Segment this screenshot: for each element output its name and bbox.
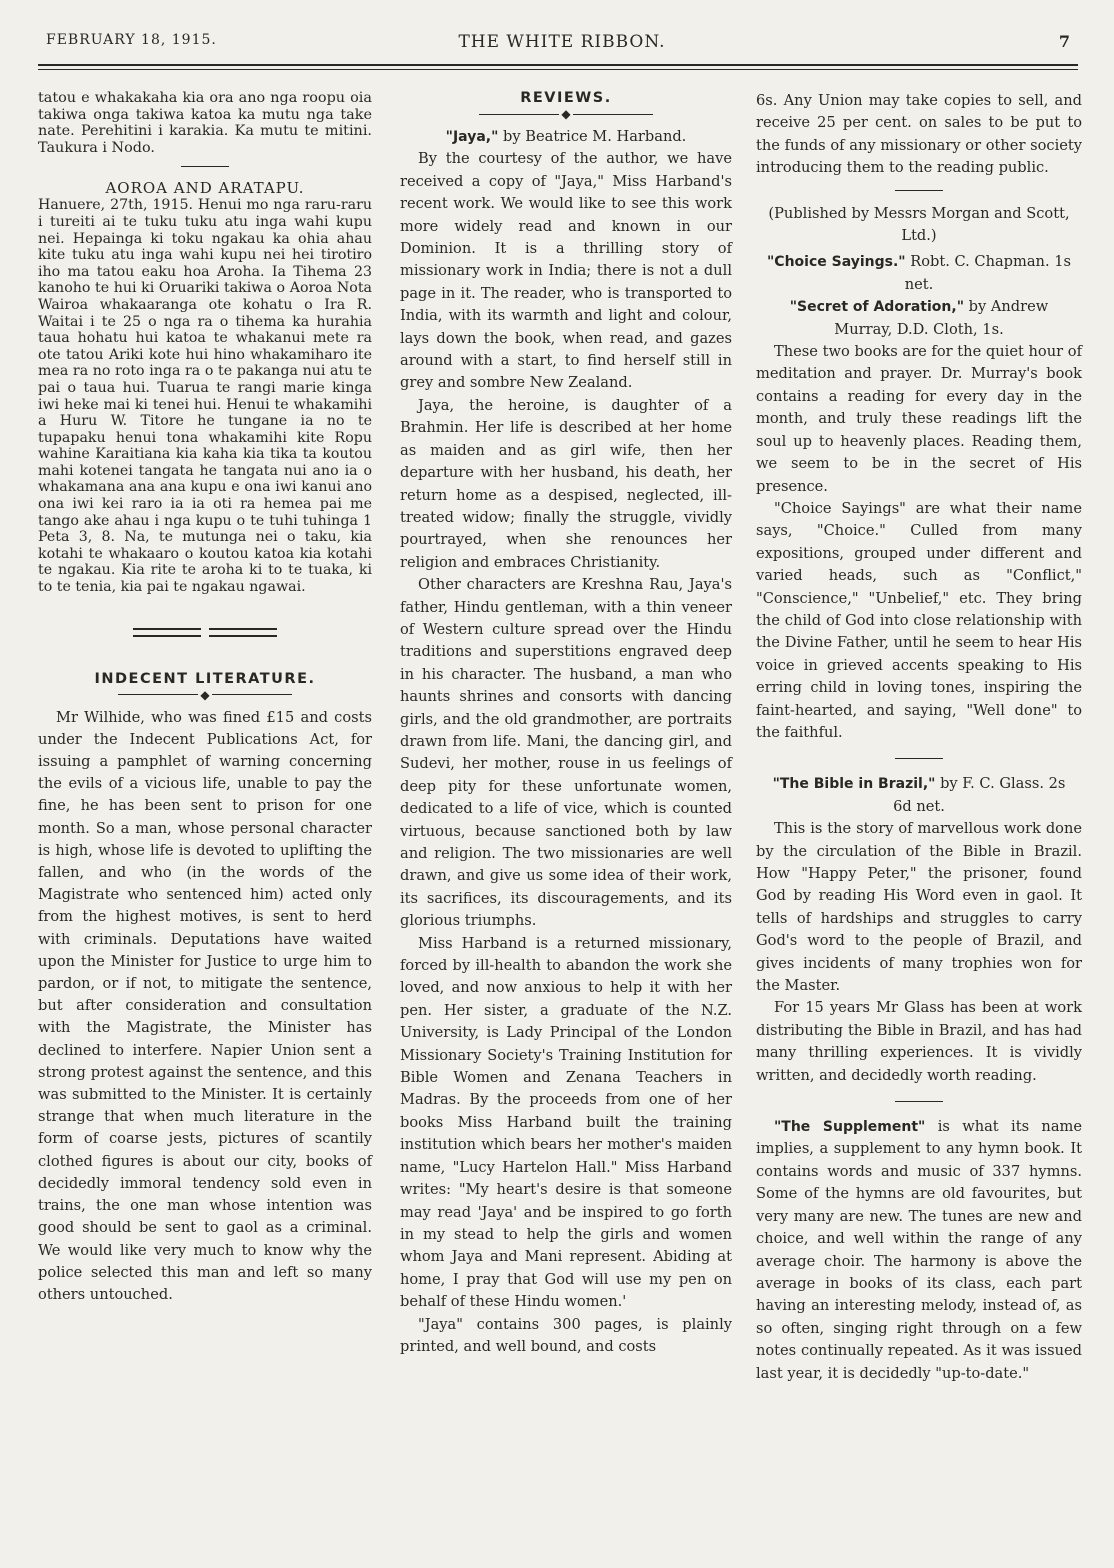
page-header bbox=[46, 32, 1078, 54]
header-rule bbox=[38, 64, 1078, 66]
supplement-review bbox=[756, 1116, 1082, 1385]
review-paragraph: These two books are for the quiet hour of meditation and prayer. Dr. Murray's book contains a reading for every day in the month, and truly these readings lift the soul up to heavenly places. Reading them, we seem to be in the secret of His presence. bbox=[756, 343, 1082, 495]
review-paragraph: Jaya, the heroine, is daughter of a Brahmin. Her life is described at her home as maiden and as girl wife, then her departure with her husband, his death, her return home as a despised, neglected, ill-treated widow; finally the struggle, vividly pourtrayed, when she renounces her religion and embraces Christianity. bbox=[400, 396, 732, 571]
publication-title: THE WHITE RIBBON. bbox=[458, 32, 666, 52]
short-divider bbox=[895, 758, 943, 759]
publisher-note: (Published by Messrs Morgan and Scott, Ltd.) bbox=[768, 204, 1070, 245]
review-paragraph: By the courtesy of the author, we have received a copy of "Jaya," Miss Harband's recent work. We would like to see this work more widely read and known in our Dominion. It is a thrilling story of missionary work in India; there is not a dull page in it. The reader, who is transported to India, with its warmth and light and colour, lays down the book, when read, and gazes around with a start, to find herself still in grey and sombre New Zealand. bbox=[400, 150, 732, 392]
short-divider bbox=[895, 1101, 943, 1102]
column-right bbox=[756, 90, 1082, 1385]
review-paragraph: This is the story of marvellous work done by the circulation of the Bible in Brazil. How "Happy Peter," the prisoner, found God by reading His Word even in gaol. It tells of hardships and struggles to carry God's word to the people of Brazil, and gives incidents of many trophies won for the Master. bbox=[756, 820, 1082, 995]
review-paragraph: For 15 years Mr Glass has been at work distributing the Bible in Brazil, and has had many thrilling experiences. It is vividly written, and decidedly worth reading. bbox=[756, 999, 1082, 1084]
book-byline: by F. C. Glass. 2s 6d net. bbox=[893, 775, 1066, 815]
review-paragraph: Miss Harband is a returned missionary, forced by ill-health to abandon the work she loved, and now anxious to help it with her pen. Her sister, a graduate of the N.Z. University, is Lady Principal of the London Missionary Society's Training Institution for Bible Women and Zenana Teachers in Madras. By the proceeds from one of her books Miss Harband built the training institution which bears her mother's maiden name, "Lucy Hartelon Hall." Miss Harband writes: "My heart's desire is that someone may read 'Jaya' and be inspired to go forth in my stead to help the girls and women whom Jaya and Mani represent. Abiding at home, I pray that God will use my pen on behalf of these Hindu women.' bbox=[400, 934, 732, 1311]
maori-intro-text: tatou e whakakaha kia ora ano nga roopu oia takiwa onga takiwa katoa ka mutu nga take nate. Perehitini i karakia. Ka mutu te mitini. Taukura i Nodo. bbox=[38, 90, 372, 156]
review-paragraph: 6s. Any Union may take copies to sell, and receive 25 per cent. on sales to be put to the funds of any missionary or other society introducing them to the reading public. bbox=[756, 92, 1082, 177]
heading-ornament: ◆ bbox=[38, 689, 372, 701]
aroha-text: Hanuere, 27th, 1915. Henui mo nga raru-raru i tureiti ai te tuku tuku atu inga wahi kupu nei. Hepainga ki toku ngakau ka ohia ahau kite tuku atu inga wahi kupu nei hei tirotiro iho ma tatou eaku hoa Aroha. Ia Tihema 23 kanoho te hui ki Oruariki takiwa o Aoroa Nota Wairoa whakaaranga ote kohatu o Ira R. Waitai i te 25 o nga ra o tihema ka hurahia taua hohatu hui katoa te whakanui mete ra ote tatou Ariki kote hui hino whakamiharo ite mea ra no roto inga ra o te pakanga nui atu te pai o taua hui. Tuarua te rangi marie kinga iwi heke mai ki tenei hui. Henui te whakamihi a Huru W. Titore he tungane ia no te tupapaku henui tona whakamihi kite Ropu wahine Karaitiana kia kaha kia tika ta koutou mahi kotenei tangata he tangata nui ano ia o whakamana ana ana kupu e ona iwi kanui ano ona iwi kei raro ia ia oti ra hemea pai me tango ake ahau i nga kupu o te tuhi tuhinga 1 Peta 3, 8. Na, te mutunga nei o taku, kia kotahi te whakaaro o koutou katoa kia kotahi te ngakau. Kia rite te aroha ki to te tuaka, ki to te tenia, kia pai te ngakau ngawai. bbox=[38, 197, 372, 596]
double-rule-divider bbox=[38, 622, 372, 641]
secret-adoration-title bbox=[756, 296, 1082, 341]
bible-brazil-title bbox=[756, 773, 1082, 818]
jaya-review-title bbox=[400, 126, 732, 148]
book-title-supplement: "The Supplement" bbox=[774, 1119, 926, 1136]
review-paragraph: Other characters are Kreshna Rau, Jaya's father, Hindu gentleman, with a thin veneer of Western culture spread over the Hindu traditions and superstitions engraved deep in his character. The husband, a man who haunts shrines and consorts with dancing girls, and the old grandmother, are portraits drawn from life. Mani, the dancing girl, and Sudevi, her mother, rouse in us feelings of deep pity for these unfortunate women, dedicated to a life of vice, which is counted virtuous, because sanctioned both by law and religion. The two missionaries are well drawn, and give us some idea of their work, its sacrifices, its discouragements, and its glorious triumphs. bbox=[400, 576, 732, 930]
supplement-text: is what its name implies, a supplement to any hymn book. It contains words and music of 337 hymns. Some of the hymns are old favourites, but very many are new. The tunes are new and choice, and well within the range of any average choir. The harmony is above the average in books of its class, each part having an interesting melody, instead of, as so often, singing right through on a few notes continually repeated. As it was issued last year, it is decidedly "up-to-date." bbox=[756, 1118, 1082, 1382]
header-rule-thin bbox=[38, 69, 1078, 70]
book-title-jaya: "Jaya," bbox=[445, 129, 499, 145]
indecent-literature-text: Mr Wilhide, who was fined £15 and costs under the Indecent Publications Act, for issuing a pamphlet of warning concerning the evils of a vicious life, unable to pay the fine, he has been sent to prison for one month. So a man, whose personal character is high, whose life is devoted to uplifting the fallen, and who (in the words of the Magistrate who sentenced him) acted only from the highest motives, is sent to herd with criminals. Deputations have waited upon the Minister for Justice to urge him to pardon, or if not, to mitigate the sentence, but after consideration and consultation with the Magistrate, the Minister has declined to interfere. Napier Union sent a strong protest against the sentence, and this was submitted to the Minister. It is certainly strange that when much literature in the form of coarse jests, pictures of scantily clothed figures is about our city, books of decidedly immoral tendency sold even in trains, the one man whose intention was good should be sent to gaol as a criminal. We would like very much to know why the police selected this man and left so many others untouched. bbox=[38, 708, 372, 1303]
book-title-secret-adoration: "Secret of Adoration," bbox=[789, 299, 964, 316]
heading-ornament: ◆ bbox=[400, 108, 732, 120]
book-byline: Robt. C. Chapman. 1s net. bbox=[904, 253, 1071, 293]
page-number: 7 bbox=[1058, 32, 1070, 51]
book-byline: by Andrew Murray, D.D. Cloth, 1s. bbox=[834, 298, 1049, 338]
short-divider bbox=[181, 166, 229, 167]
indecent-literature-heading: INDECENT LITERATURE. bbox=[94, 670, 316, 687]
issue-date: FEBRUARY 18, 1915. bbox=[46, 32, 217, 48]
review-paragraph: "Jaya" contains 300 pages, is plainly printed, and well bound, and costs bbox=[400, 1315, 732, 1355]
choice-sayings-title bbox=[756, 251, 1082, 296]
review-paragraph: "Choice Sayings" are what their name says, "Choice." Culled from many expositions, grouped under different and varied heads, such as "Conflict," "Conscience," "Unbelief," etc. They bring the child of God into close relationship with the Divine Father, until he seem to hear His voice in grieved accents speaking to His erring child in loving tones, inspiring the faint-hearted, and saying, "Well done" to the faithful. bbox=[756, 499, 1082, 741]
short-divider bbox=[895, 190, 943, 191]
reviews-heading: REVIEWS. bbox=[520, 90, 612, 106]
book-byline: by Beatrice M. Harband. bbox=[498, 128, 687, 145]
aroha-heading: AOROA AND ARATAPU. bbox=[105, 179, 305, 198]
book-title-choice-sayings: "Choice Sayings." bbox=[767, 254, 906, 271]
book-title-bible-brazil: "The Bible in Brazil," bbox=[772, 776, 936, 793]
column-middle bbox=[400, 90, 732, 1358]
column-left bbox=[38, 90, 372, 1306]
